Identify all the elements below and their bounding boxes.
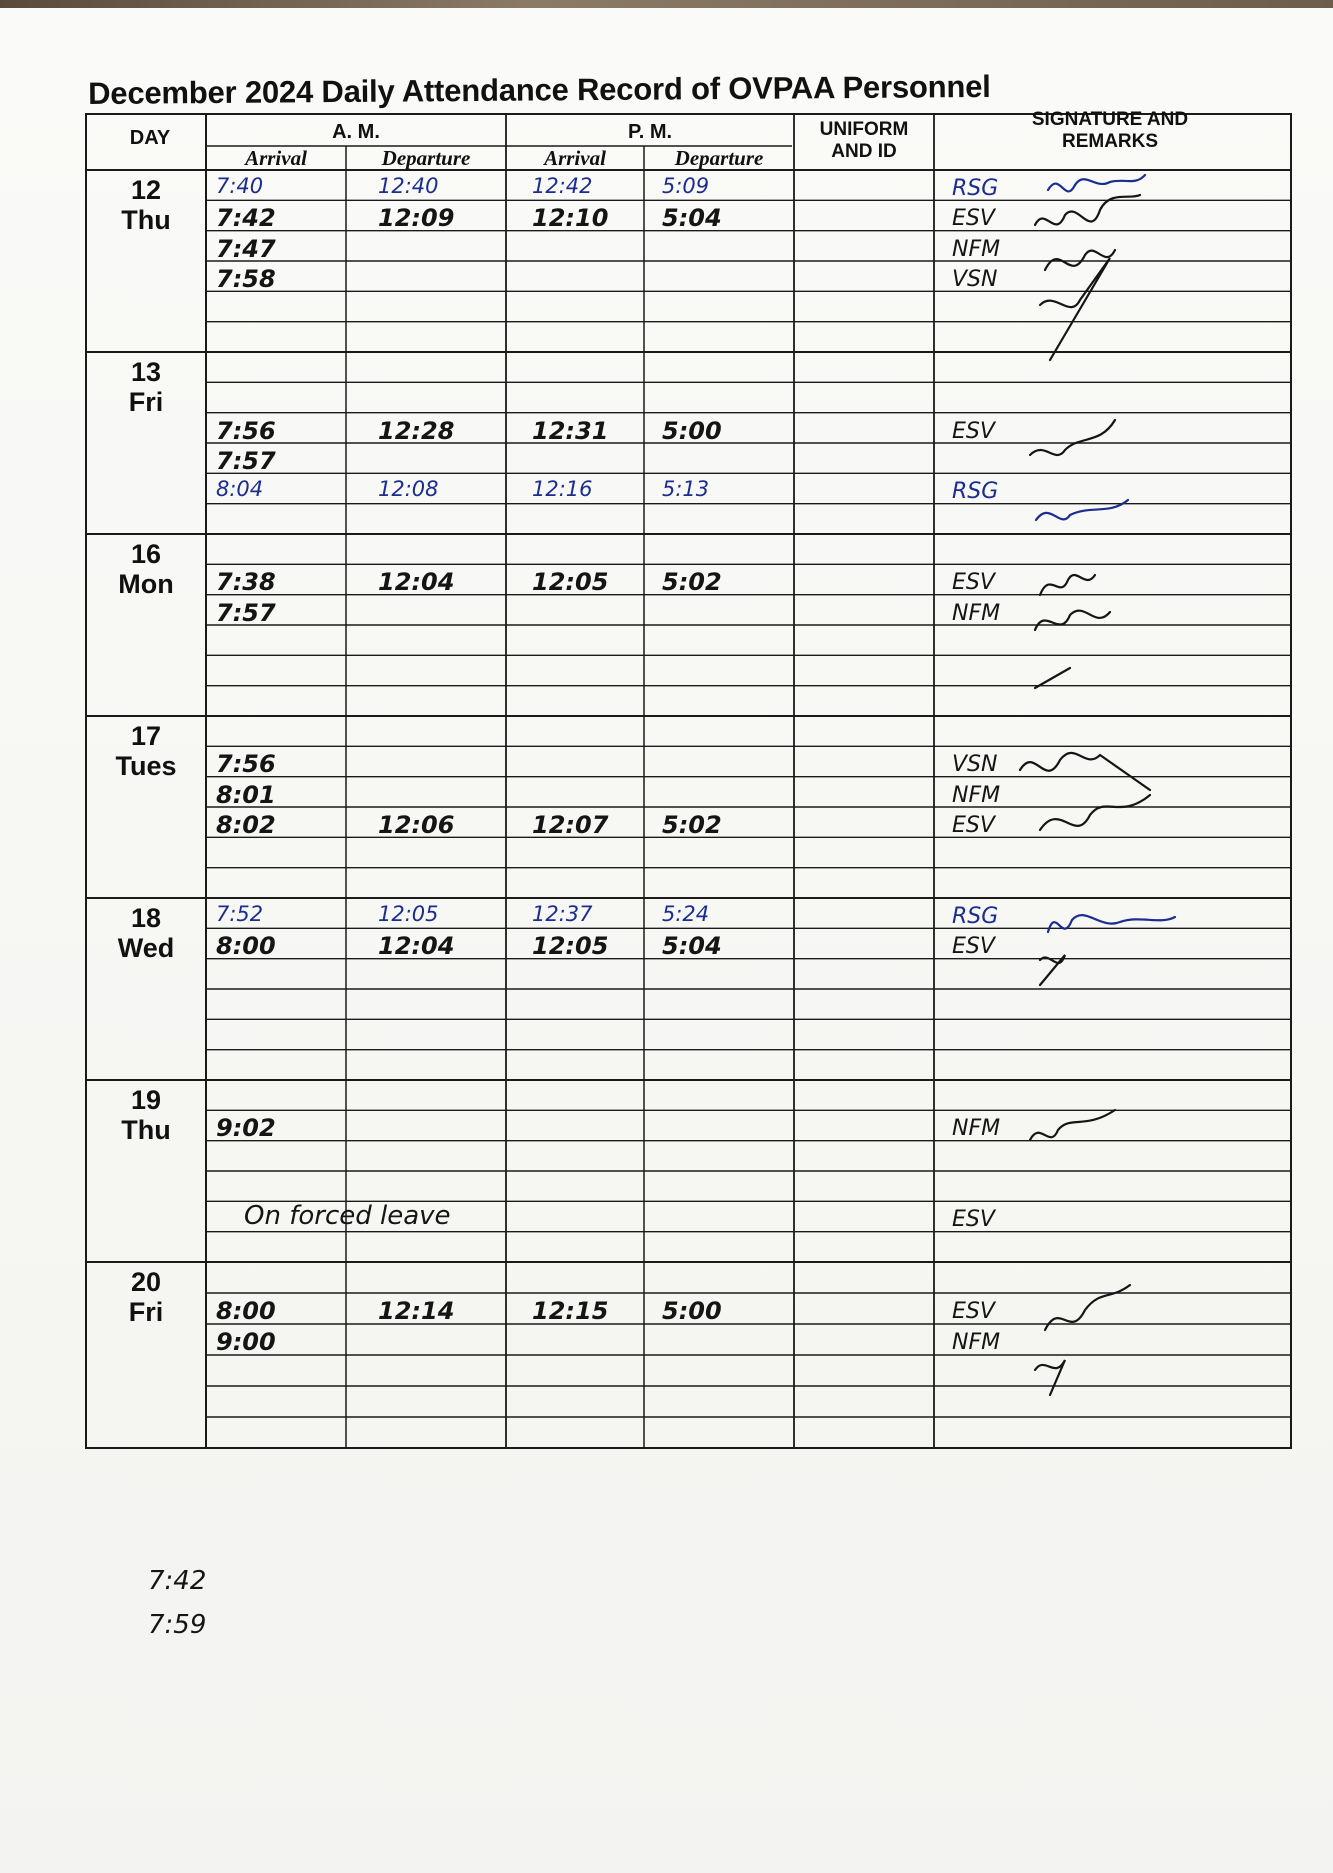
day-date: 17 — [130, 721, 162, 751]
am-departure-time: 12:04 — [378, 568, 455, 597]
am-departure-time: 12:28 — [378, 416, 455, 445]
pm-header: P. M. — [627, 121, 673, 143]
signature-initials: NFM — [952, 236, 1001, 262]
am-arrival-time: 7:40 — [216, 174, 264, 198]
pm-departure-time: 5:00 — [662, 416, 722, 445]
pm-arrival-time: 12:37 — [532, 902, 593, 926]
signature-initials: RSG — [952, 176, 999, 201]
signature-header-line2: REMARKS — [1061, 131, 1159, 152]
am-departure-time: 12:04 — [378, 932, 455, 961]
am-departure-time: 12:05 — [378, 902, 439, 926]
pm-departure-time: 5:04 — [662, 204, 722, 233]
am-arrival-time: 8:00 — [216, 1297, 276, 1325]
day-weekday: Fri — [128, 387, 164, 417]
am-arrival-time: 7:42 — [216, 204, 276, 233]
am-departure-time: 12:40 — [378, 174, 439, 198]
am-arrival-time: 8:01 — [216, 780, 276, 809]
pm-departure-time: 5:02 — [662, 811, 722, 839]
am-arrival-time: 8:04 — [216, 477, 264, 502]
am-arrival-time: 8:00 — [216, 932, 276, 961]
pm-arrival-time: 12:10 — [532, 204, 609, 233]
am-arrival-time: 7:57 — [216, 447, 276, 475]
signature-initials: ESV — [952, 813, 995, 838]
pm-arrival-time: 12:31 — [532, 416, 609, 445]
am-arrival-time: 7:56 — [216, 416, 276, 445]
signature-initials: NFM — [952, 1330, 1001, 1355]
signature-initials: RSG — [952, 479, 999, 505]
pm-arrival-time: 12:16 — [532, 477, 593, 502]
day-weekday: Wed — [117, 933, 175, 963]
pm-departure-time: 5:00 — [662, 1297, 722, 1325]
signature-initials: ESV — [952, 1299, 995, 1324]
am-arrival-time: 7:52 — [216, 902, 264, 926]
pm-arrival-time: 12:42 — [532, 174, 593, 198]
am-departure-time: 12:08 — [378, 477, 439, 502]
pm-departure-time: 5:02 — [662, 568, 722, 597]
signature-initials: NFM — [952, 600, 1001, 626]
day-date: 20 — [130, 1267, 162, 1297]
day-weekday: Thu — [121, 205, 171, 235]
pm-departure-time: 5:09 — [662, 174, 710, 198]
footer-note-2: 7:59 — [148, 1610, 207, 1640]
pm-arrival-time: 12:05 — [532, 932, 609, 961]
signature-initials: NFM — [952, 1116, 1001, 1142]
pm-arrival-time: 12:07 — [532, 811, 609, 839]
pm-departure-header: Departure — [674, 146, 764, 170]
signature-initials: ESV — [952, 206, 995, 232]
signature-initials: ESV — [952, 934, 995, 960]
day-column-header: DAY — [129, 127, 171, 149]
am-departure-time: 12:09 — [378, 204, 455, 233]
signature-initials: VSN — [952, 267, 998, 292]
am-arrival-time: 8:02 — [216, 811, 276, 839]
am-arrival-time: 7:57 — [216, 598, 276, 627]
signature-header-line1: SIGNATURE AND — [1031, 109, 1189, 130]
pm-departure-time: 5:13 — [662, 477, 710, 502]
signature-initials: RSG — [952, 904, 999, 929]
day-weekday: Thu — [121, 1115, 171, 1145]
day-date: 12 — [130, 175, 162, 205]
signature-initials: ESV — [952, 418, 995, 444]
am-departure-time: 12:14 — [378, 1297, 455, 1325]
pm-departure-time: 5:24 — [662, 902, 710, 926]
footer-note-1: 7:42 — [148, 1566, 207, 1596]
am-arrival-time: 9:02 — [216, 1114, 276, 1143]
pm-arrival-time: 12:05 — [532, 568, 609, 597]
day-date: 16 — [130, 539, 162, 569]
page-title: December 2024 Daily Attendance Record of OVPAA Personnel — [88, 68, 991, 111]
am-arrival-time: 7:56 — [216, 750, 276, 779]
day-weekday: Tues — [115, 751, 177, 781]
day-weekday: Fri — [128, 1297, 164, 1327]
remark-note: On forced leave — [244, 1201, 451, 1232]
am-arrival-time: 9:00 — [216, 1328, 276, 1356]
am-arrival-time: 7:47 — [216, 234, 276, 263]
am-arrival-time: 7:58 — [216, 265, 276, 293]
signature-initials: ESV — [952, 570, 995, 596]
signature-initials: NFM — [952, 782, 1001, 808]
day-date: 19 — [130, 1085, 162, 1115]
am-departure-time: 12:06 — [378, 811, 455, 839]
uniform-id-header-line1: UNIFORM — [819, 119, 909, 140]
signature-initials: VSN — [952, 752, 998, 778]
pm-arrival-header: Arrival — [544, 146, 606, 170]
am-arrival-header: Arrival — [245, 146, 307, 170]
am-departure-header: Departure — [381, 146, 471, 170]
am-header: A. M. — [332, 121, 380, 143]
pm-arrival-time: 12:15 — [532, 1297, 609, 1325]
signature-initials: ESV — [952, 1207, 995, 1233]
uniform-id-header-line2: AND ID — [831, 141, 897, 162]
am-arrival-time: 7:38 — [216, 568, 276, 597]
day-date: 18 — [130, 903, 162, 933]
day-date: 13 — [130, 357, 162, 387]
day-weekday: Mon — [118, 569, 174, 599]
pm-departure-time: 5:04 — [662, 932, 722, 961]
